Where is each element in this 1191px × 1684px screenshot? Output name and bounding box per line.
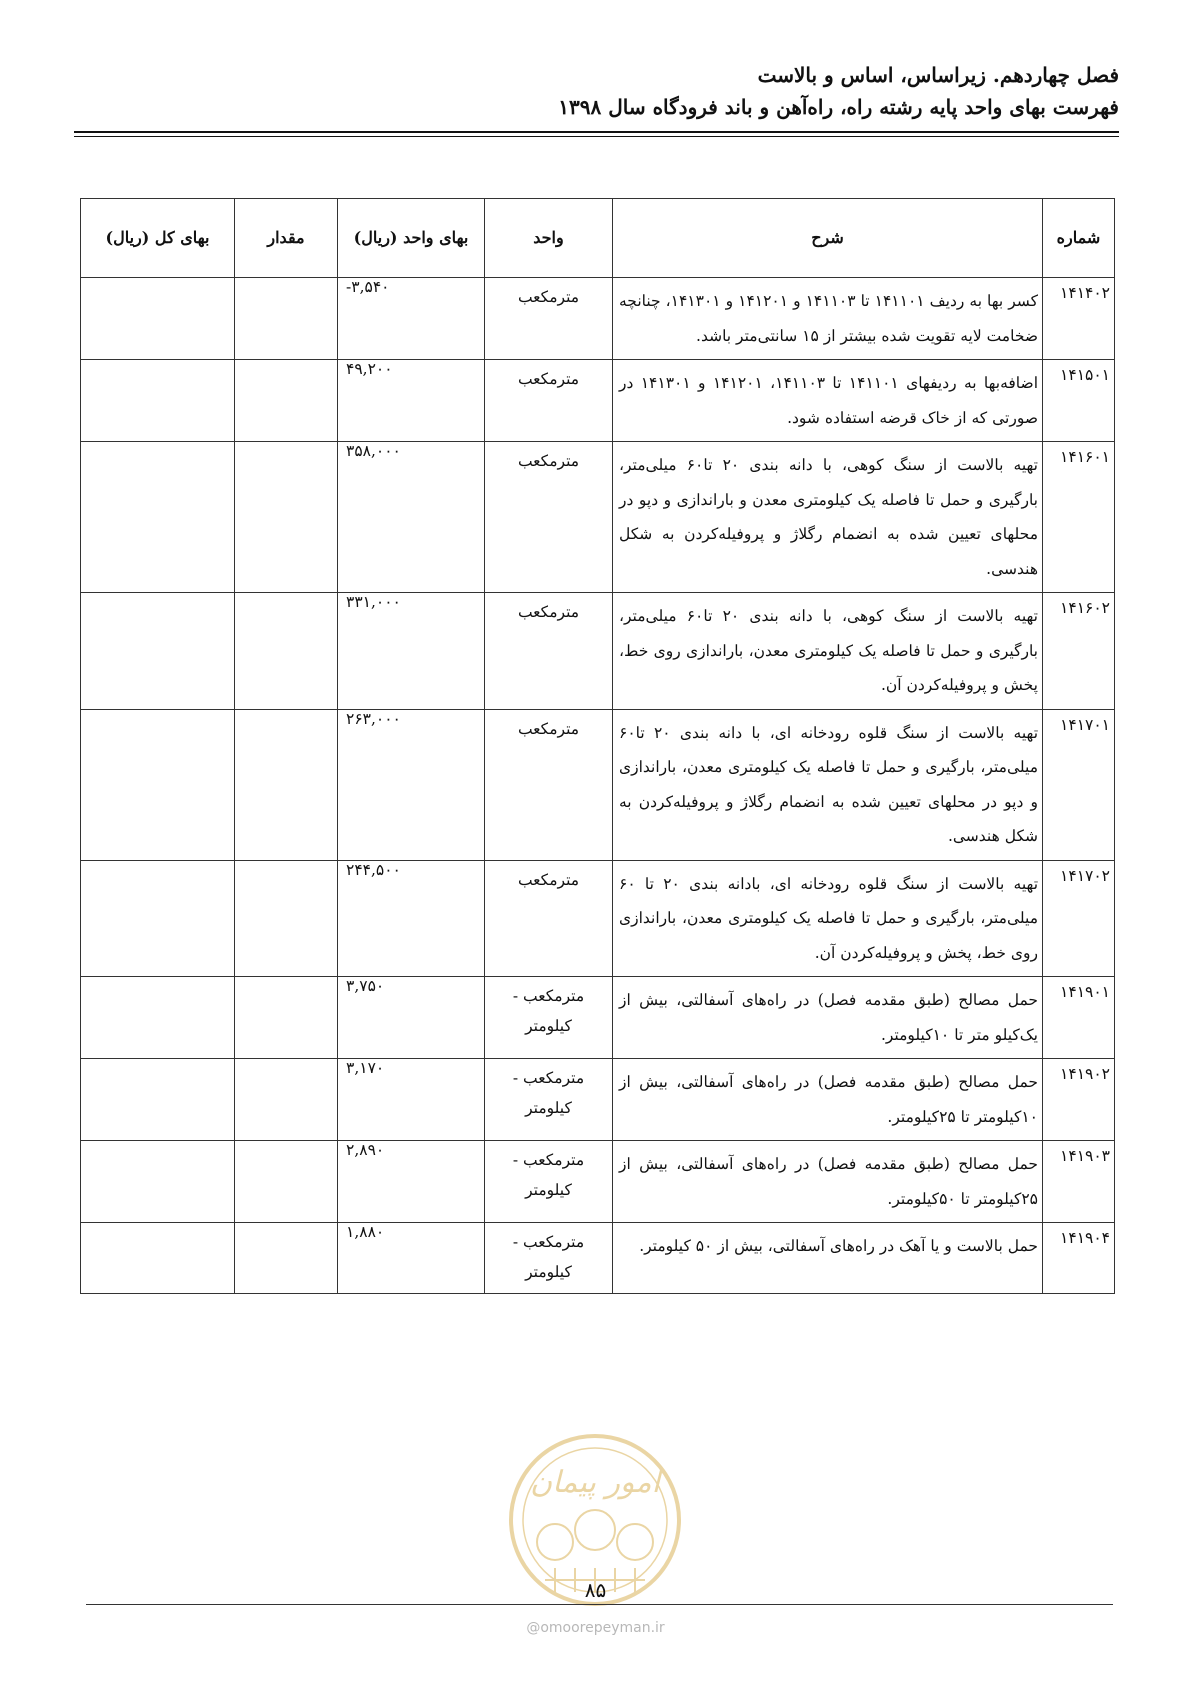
row-number: ۱۴۱۶۰۲ <box>1043 593 1115 710</box>
row-number: ۱۴۱۶۰۱ <box>1043 442 1115 593</box>
svg-text:امور پیمان: امور پیمان <box>530 1465 660 1500</box>
row-unit-price: ۳۳۱,۰۰۰ <box>338 593 485 710</box>
row-total <box>81 860 235 977</box>
row-total <box>81 360 235 442</box>
table-header-row <box>81 199 1115 278</box>
header-unit: واحد <box>485 199 613 278</box>
list-title: فهرست بهای واحد پایه رشته راه، راه‌آهن و باند فرودگاه سال ۱۳۹۸ <box>558 95 1119 119</box>
row-total <box>81 1059 235 1141</box>
row-quantity <box>235 1223 338 1294</box>
row-unit-price: ۴۹,۲۰۰ <box>338 360 485 442</box>
row-quantity <box>235 442 338 593</box>
row-unit-price: ۲,۸۹۰ <box>338 1141 485 1223</box>
table-row <box>81 709 1115 860</box>
row-description: تهیه بالاست از سنگ کوهی، با دانه بندی ۲۰ تا۶۰ میلی‌متر، بارگیری و حمل تا فاصله یک کیلومتری معدن، باراندازی روی خط، پخش و پروفیله‌کردن آن. <box>613 593 1043 710</box>
row-description: حمل مصالح (طبق مقدمه فصل) در راه‌های آسفالتی، بیش از ۱۰کیلومتر تا ۲۵کیلومتر. <box>613 1059 1043 1141</box>
header-number: شماره <box>1043 199 1115 278</box>
row-unit: مترمکعب <box>485 860 613 977</box>
row-unit-price: ۳۵۸,۰۰۰ <box>338 442 485 593</box>
row-quantity <box>235 860 338 977</box>
header-rule-thick <box>74 131 1119 133</box>
table-row <box>81 977 1115 1059</box>
page-header <box>74 60 1119 122</box>
website-watermark: @omoorepeyman.ir <box>526 1620 665 1636</box>
row-unit: مترمکعب <box>485 278 613 360</box>
row-unit: مترمکعب <box>485 360 613 442</box>
row-total <box>81 278 235 360</box>
row-description: اضافه‌بها به ردیفهای ۱۴۱۱۰۱ تا ۱۴۱۱۰۳، ۱۴۱۲۰۱ و ۱۴۱۳۰۱ در صورتی که از خاک قرضه استفاده شود. <box>613 360 1043 442</box>
row-number: ۱۴۱۷۰۲ <box>1043 860 1115 977</box>
row-quantity <box>235 593 338 710</box>
table-row <box>81 1141 1115 1223</box>
row-unit-price: ۳,۷۵۰ <box>338 977 485 1059</box>
header-description: شرح <box>613 199 1043 278</box>
header-total-price: بهای کل (ریال) <box>81 199 235 278</box>
row-unit: مترمکعب - کیلومتر <box>485 1223 613 1294</box>
row-unit: مترمکعب - کیلومتر <box>485 977 613 1059</box>
footer-rule <box>86 1604 1113 1605</box>
row-unit: مترمکعب - کیلومتر <box>485 1141 613 1223</box>
row-unit-price: -۳,۵۴۰ <box>338 278 485 360</box>
row-description: تهیه بالاست از سنگ کوهی، با دانه بندی ۲۰ تا۶۰ میلی‌متر، بارگیری و حمل تا فاصله یک کیلومتری معدن و باراندازی و دپو در محلهای تعیین شده به انضمام رگلاژ و پروفیله‌کردن به شکل هندسی. <box>613 442 1043 593</box>
row-description: تهیه بالاست از سنگ قلوه رودخانه ای، با دانه بندی ۲۰ تا۶۰ میلی‌متر، بارگیری و حمل تا فاصله یک کیلومتری معدن، باراندازی و دپو در محلهای تعیین شده به انضمام رگلاژ و پروفیله‌کردن به شکل هندسی. <box>613 709 1043 860</box>
header-unit-price: بهای واحد (ریال) <box>338 199 485 278</box>
row-total <box>81 977 235 1059</box>
table-row <box>81 593 1115 710</box>
row-unit-price: ۳,۱۷۰ <box>338 1059 485 1141</box>
row-unit-price: ۲۴۴,۵۰۰ <box>338 860 485 977</box>
row-quantity <box>235 1141 338 1223</box>
row-number: ۱۴۱۷۰۱ <box>1043 709 1115 860</box>
row-total <box>81 1141 235 1223</box>
table-row <box>81 360 1115 442</box>
row-unit: مترمکعب - کیلومتر <box>485 1059 613 1141</box>
row-unit-price: ۲۶۳,۰۰۰ <box>338 709 485 860</box>
row-quantity <box>235 278 338 360</box>
price-list-table <box>80 198 1115 1294</box>
row-unit: مترمکعب <box>485 442 613 593</box>
row-number: ۱۴۱۹۰۴ <box>1043 1223 1115 1294</box>
row-quantity <box>235 709 338 860</box>
row-unit-price: ۱,۸۸۰ <box>338 1223 485 1294</box>
row-total <box>81 1223 235 1294</box>
table-row <box>81 278 1115 360</box>
table-row <box>81 1059 1115 1141</box>
row-number: ۱۴۱۵۰۱ <box>1043 360 1115 442</box>
row-number: ۱۴۱۹۰۳ <box>1043 1141 1115 1223</box>
row-number: ۱۴۱۹۰۲ <box>1043 1059 1115 1141</box>
row-total <box>81 709 235 860</box>
row-description: حمل بالاست و یا آهک در راه‌های آسفالتی، بیش از ۵۰ کیلومتر. <box>613 1223 1043 1294</box>
row-quantity <box>235 360 338 442</box>
row-description: کسر بها به ردیف ۱۴۱۱۰۱ تا ۱۴۱۱۰۳ و ۱۴۱۲۰۱ و ۱۴۱۳۰۱، چنانچه ضخامت لایه تقویت شده بیشتر از ۱۵ سانتی‌متر باشد. <box>613 278 1043 360</box>
row-unit: مترمکعب <box>485 593 613 710</box>
row-unit: مترمکعب <box>485 709 613 860</box>
row-description: تهیه بالاست از سنگ قلوه رودخانه ای، بادانه بندی ۲۰ تا ۶۰ میلی‌متر، بارگیری و حمل تا فاصله یک کیلومتری معدن، باراندازی روی خط، پخش و پروفیله‌کردن آن. <box>613 860 1043 977</box>
row-total <box>81 442 235 593</box>
row-description: حمل مصالح (طبق مقدمه فصل) در راه‌های آسفالتی، بیش از یک‌کیلو متر تا ۱۰کیلومتر. <box>613 977 1043 1059</box>
table-row <box>81 1223 1115 1294</box>
row-description: حمل مصالح (طبق مقدمه فصل) در راه‌های آسفالتی، بیش از ۲۵کیلومتر تا ۵۰کیلومتر. <box>613 1141 1043 1223</box>
table-row <box>81 860 1115 977</box>
page-number: ۸۵ <box>584 1578 607 1602</box>
header-quantity: مقدار <box>235 199 338 278</box>
table-row <box>81 442 1115 593</box>
header-rule-thin <box>74 136 1119 137</box>
chapter-title: فصل چهاردهم. زیراساس، اساس و بالاست <box>757 63 1119 87</box>
row-number: ۱۴۱۹۰۱ <box>1043 977 1115 1059</box>
row-quantity <box>235 977 338 1059</box>
row-quantity <box>235 1059 338 1141</box>
row-number: ۱۴۱۴۰۲ <box>1043 278 1115 360</box>
row-total <box>81 593 235 710</box>
